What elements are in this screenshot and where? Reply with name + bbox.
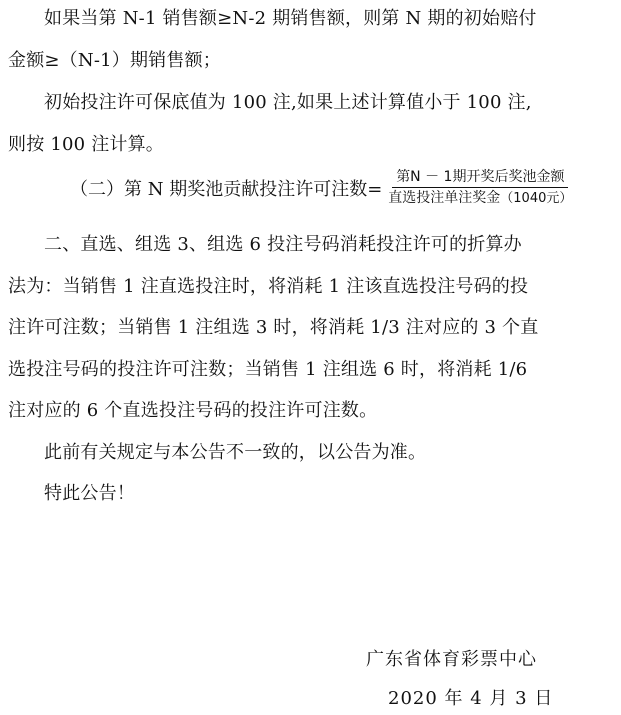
paragraph-line: 选投注号码的投注许可注数；当销售 1 注组选 6 时，将消耗 1/6 <box>8 359 528 380</box>
signature-date: 2020 年 4 月 3 日 <box>388 688 554 709</box>
paragraph-line: 特此公告！ <box>44 483 135 504</box>
formula-denominator-text: 直选投注单注奖金 <box>388 190 501 206</box>
formula-prefix: （二）第 N 期奖池贡献投注许可注数= <box>70 179 383 200</box>
formula-fraction <box>384 168 576 208</box>
paragraph-line: 二、直选、组选 3、组选 6 投注号码消耗投注许可的折算办 <box>44 234 522 255</box>
paragraph-line: 则按 100 注计算。 <box>8 134 164 155</box>
formula-numerator: 第N － 1期开奖后奖池金额 <box>392 168 568 188</box>
formula-denominator <box>384 188 576 208</box>
paragraph-line: 金额≥（N-1）期销售额； <box>8 50 221 71</box>
paragraph-line: 法为：当销售 1 注直选投注时，将消耗 1 注该直选投注号码的投 <box>8 276 529 297</box>
paragraph-line: 如果当第 N-1 销售额≥N-2 期销售额，则第 N 期的初始赔付 <box>44 8 537 29</box>
paragraph-line: 注许可注数；当销售 1 注组选 3 时，将消耗 1/3 注对应的 3 个直 <box>8 317 539 338</box>
paragraph-line: 注对应的 6 个直选投注号码的投注许可注数。 <box>8 400 378 421</box>
formula-row <box>70 166 576 210</box>
paragraph-line: 此前有关规定与本公告不一致的，以公告为准。 <box>44 442 427 463</box>
signature-organization: 广东省体育彩票中心 <box>366 649 537 670</box>
paragraph-line: 初始投注许可保底值为 100 注,如果上述计算值小于 100 注, <box>44 92 532 113</box>
formula-denominator-note: （1040元） <box>500 191 573 206</box>
